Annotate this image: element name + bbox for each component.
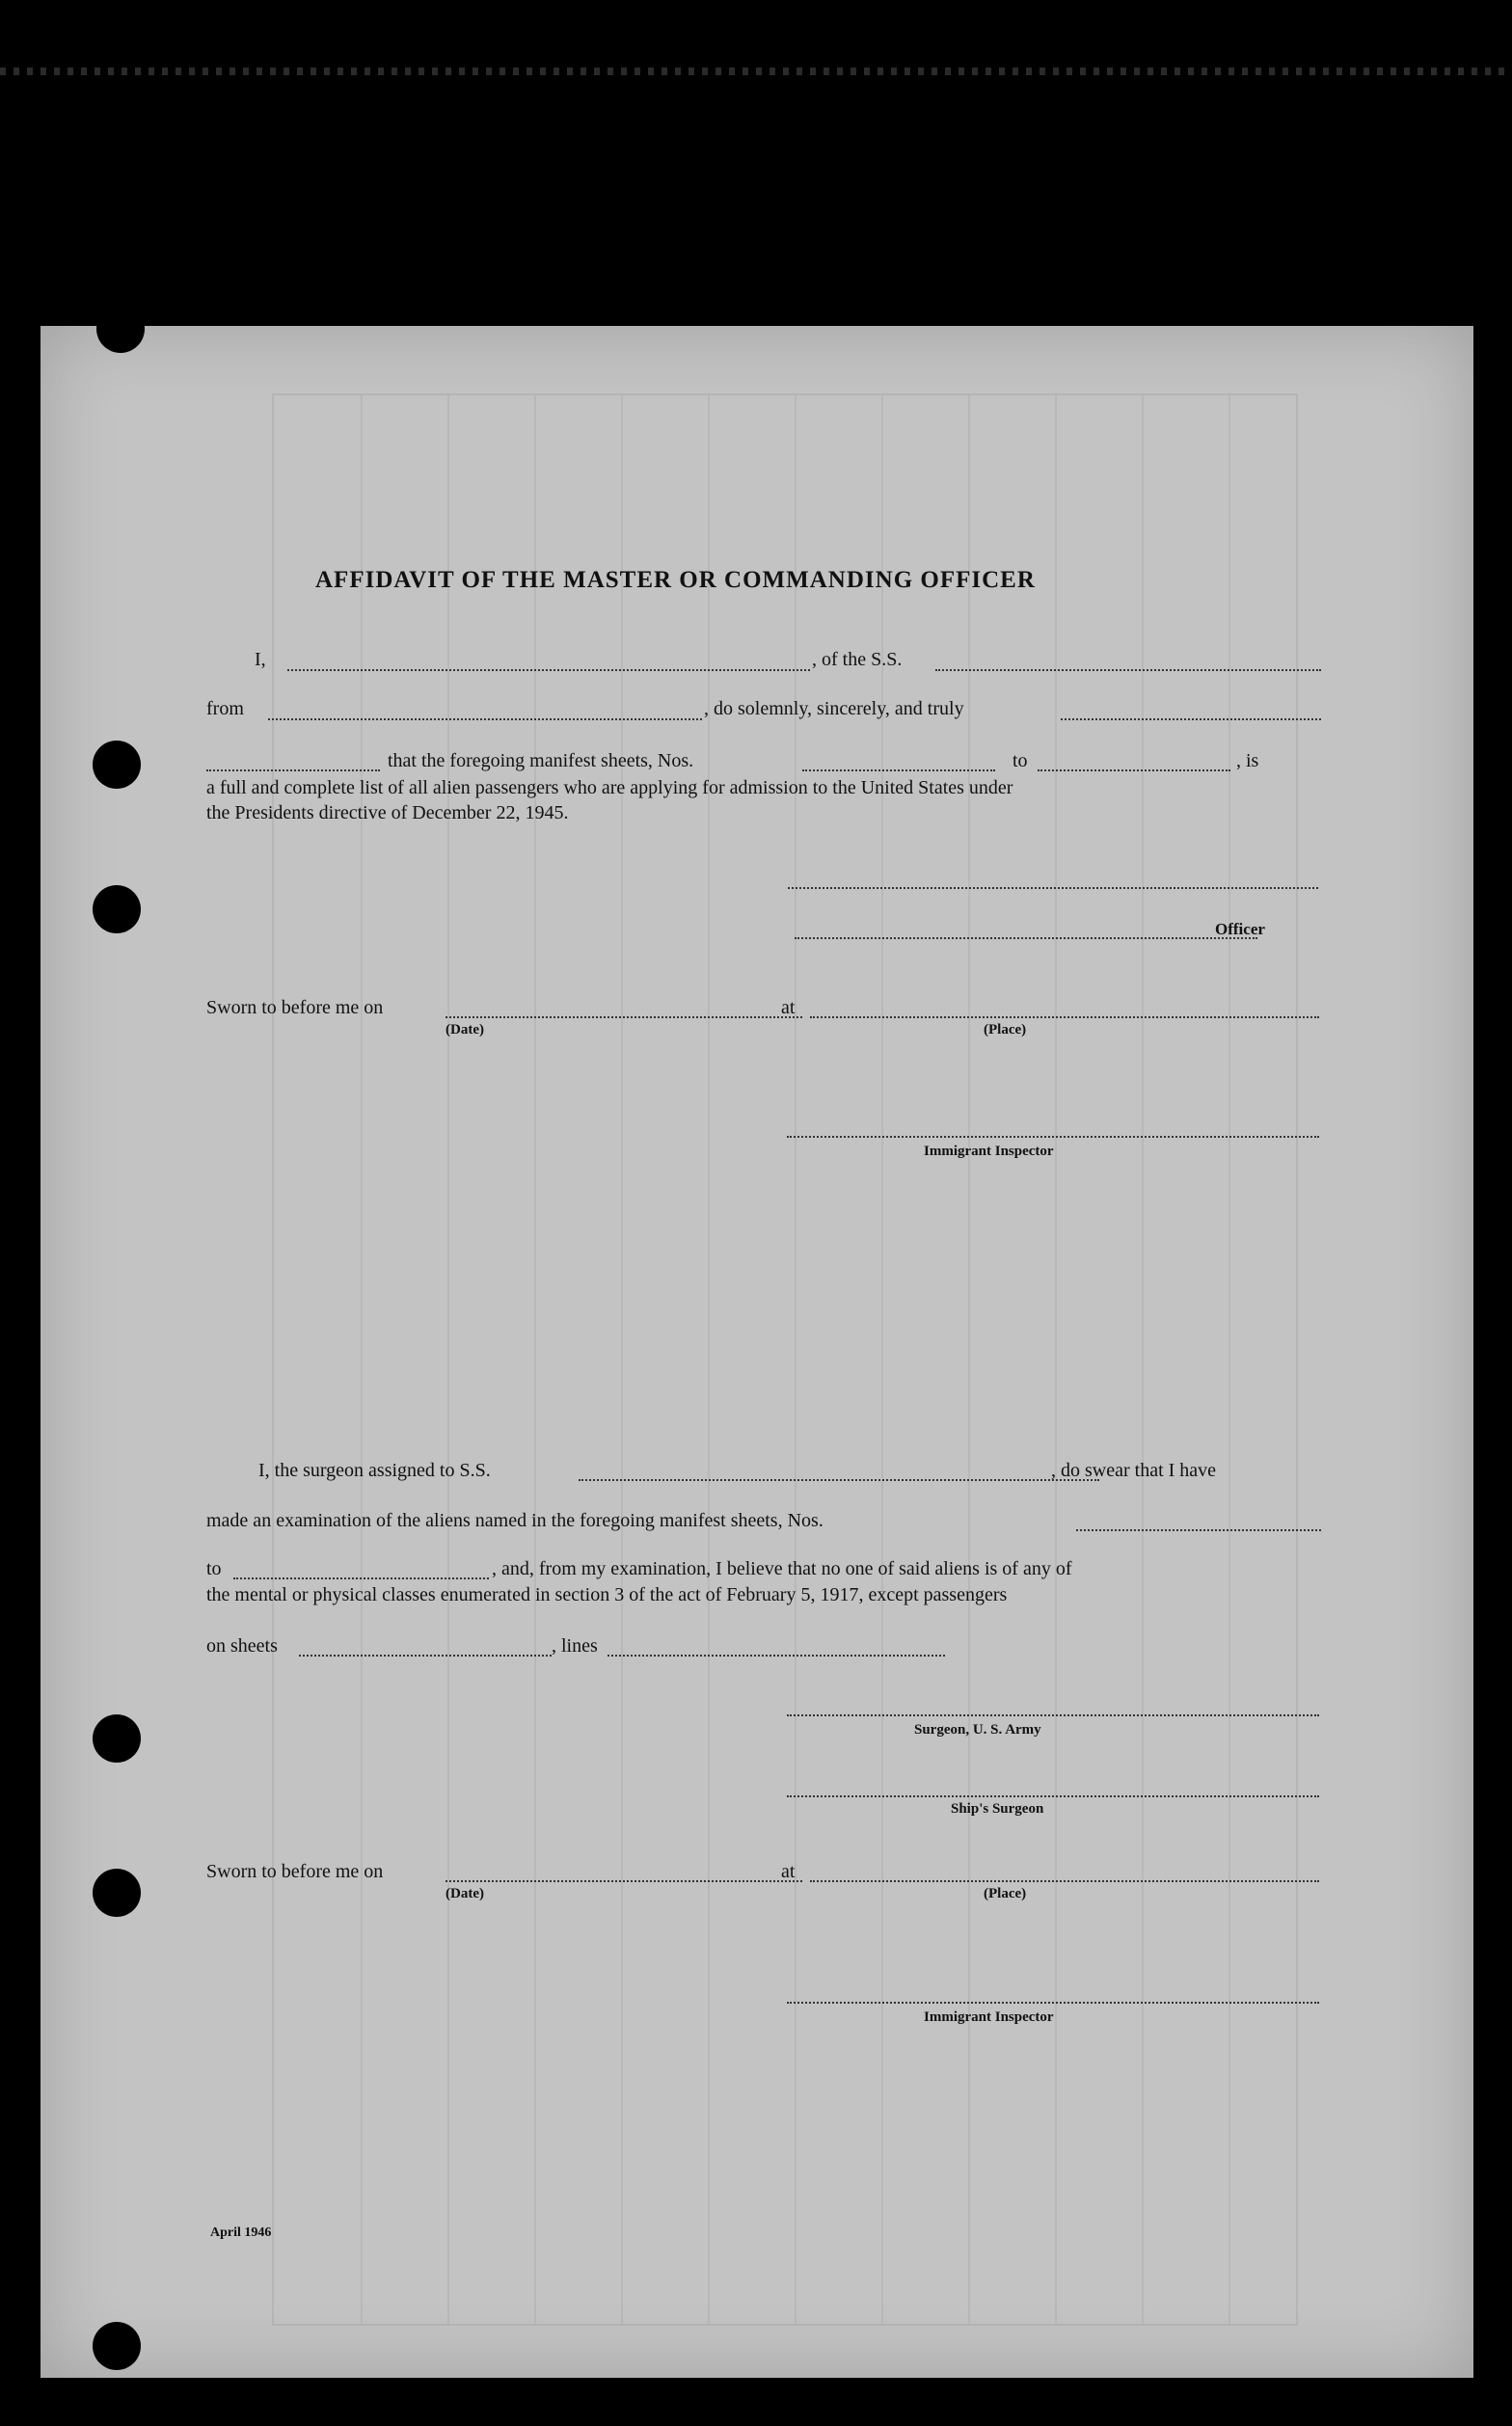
scan-edge <box>0 67 1512 75</box>
form-title: AFFIDAVIT OF THE MASTER OR COMMANDING OFFICER <box>315 567 1036 593</box>
sheets-from-field[interactable] <box>802 769 995 771</box>
sheets-to-field[interactable] <box>1038 769 1230 771</box>
master-place-label: (Place) <box>984 1022 1027 1038</box>
master-name-field[interactable] <box>287 669 810 671</box>
ship-surgeon-label: Ship's Surgeon <box>951 1801 1044 1817</box>
surgeon-sworn-label: Sworn to before me on <box>206 1861 384 1882</box>
form-date: April 1946 <box>210 2225 272 2240</box>
surgeon-inspector-signature-field[interactable] <box>787 2002 1319 2004</box>
punch-hole <box>93 1869 141 1917</box>
ship-name-field[interactable] <box>935 669 1321 671</box>
surgeon-exception-lines-field[interactable] <box>608 1655 945 1657</box>
master-sworn-date-field[interactable] <box>446 1016 802 1018</box>
master-sworn-place-field[interactable] <box>810 1016 1319 1018</box>
punch-hole <box>93 741 141 789</box>
master-signature-field[interactable] <box>788 887 1318 889</box>
surgeon-line4: the mental or physical classes enumerated in section 3 of the act of February 5, 1917, except passengers <box>206 1584 1008 1605</box>
surgeon-line1: I, the surgeon assigned to S.S. <box>258 1460 491 1481</box>
surgeon-line1-end: , do swear that I have <box>1051 1460 1217 1481</box>
army-surgeon-signature-field[interactable] <box>787 1714 1319 1716</box>
surgeon-line3-rest: , and, from my examination, I believe that no one of said aliens is of any of <box>492 1558 1072 1579</box>
surgeon-inspector-label: Immigrant Inspector <box>924 2009 1054 2025</box>
master-line2-from: from <box>206 698 244 719</box>
surgeon-sworn-date-field[interactable] <box>446 1880 802 1882</box>
surgeon-line5-lines: , lines <box>552 1635 598 1657</box>
surgeon-sheets-to-field[interactable] <box>233 1577 489 1579</box>
surgeon-date-label: (Date) <box>446 1886 484 1901</box>
ship-surgeon-signature-field[interactable] <box>787 1795 1319 1797</box>
master-line3-to: to <box>1012 750 1028 771</box>
master-line5: the Presidents directive of December 22, 1945. <box>206 802 569 823</box>
surgeon-sheets-from-field[interactable] <box>1076 1529 1321 1531</box>
surgeon-at-label: at <box>781 1861 796 1882</box>
surgeon-line3-to: to <box>206 1558 222 1579</box>
from-port-field[interactable] <box>268 718 702 720</box>
punch-hole <box>93 1714 141 1763</box>
master-line2-swear: , do solemnly, sincerely, and truly <box>704 698 964 719</box>
master-at-label: at <box>781 997 796 1018</box>
surgeon-line5-on: on sheets <box>206 1635 278 1657</box>
bleed-through-grid <box>272 393 1298 2326</box>
line3-lead-field[interactable] <box>206 769 380 771</box>
surgeon-sworn-place-field[interactable] <box>810 1880 1319 1882</box>
master-sworn-label: Sworn to before me on <box>206 997 384 1018</box>
officer-signature-field[interactable] <box>795 937 1257 939</box>
surgeon-exception-sheets-field[interactable] <box>299 1655 552 1657</box>
army-surgeon-label: Surgeon, U. S. Army <box>914 1722 1041 1738</box>
master-inspector-signature-field[interactable] <box>787 1136 1319 1138</box>
affidavit-form-page <box>40 326 1473 2378</box>
surgeon-ship-field[interactable] <box>579 1479 1099 1481</box>
master-line1-i: I, <box>255 649 266 670</box>
master-line1-ss: , of the S.S. <box>812 649 903 670</box>
punch-hole <box>96 326 145 353</box>
master-line4: a full and complete list of all alien passengers who are applying for admission to the United States under <box>206 777 1013 798</box>
swear-field[interactable] <box>1061 718 1321 720</box>
punch-hole <box>93 2322 141 2370</box>
punch-hole <box>93 885 141 933</box>
master-line3-that: that the foregoing manifest sheets, Nos. <box>388 750 694 771</box>
surgeon-line2: made an examination of the aliens named in the foregoing manifest sheets, Nos. <box>206 1510 824 1531</box>
surgeon-place-label: (Place) <box>984 1886 1027 1901</box>
master-date-label: (Date) <box>446 1022 484 1038</box>
officer-label: Officer <box>1215 920 1265 938</box>
master-inspector-label: Immigrant Inspector <box>924 1144 1054 1159</box>
master-line3-is: , is <box>1236 750 1259 771</box>
